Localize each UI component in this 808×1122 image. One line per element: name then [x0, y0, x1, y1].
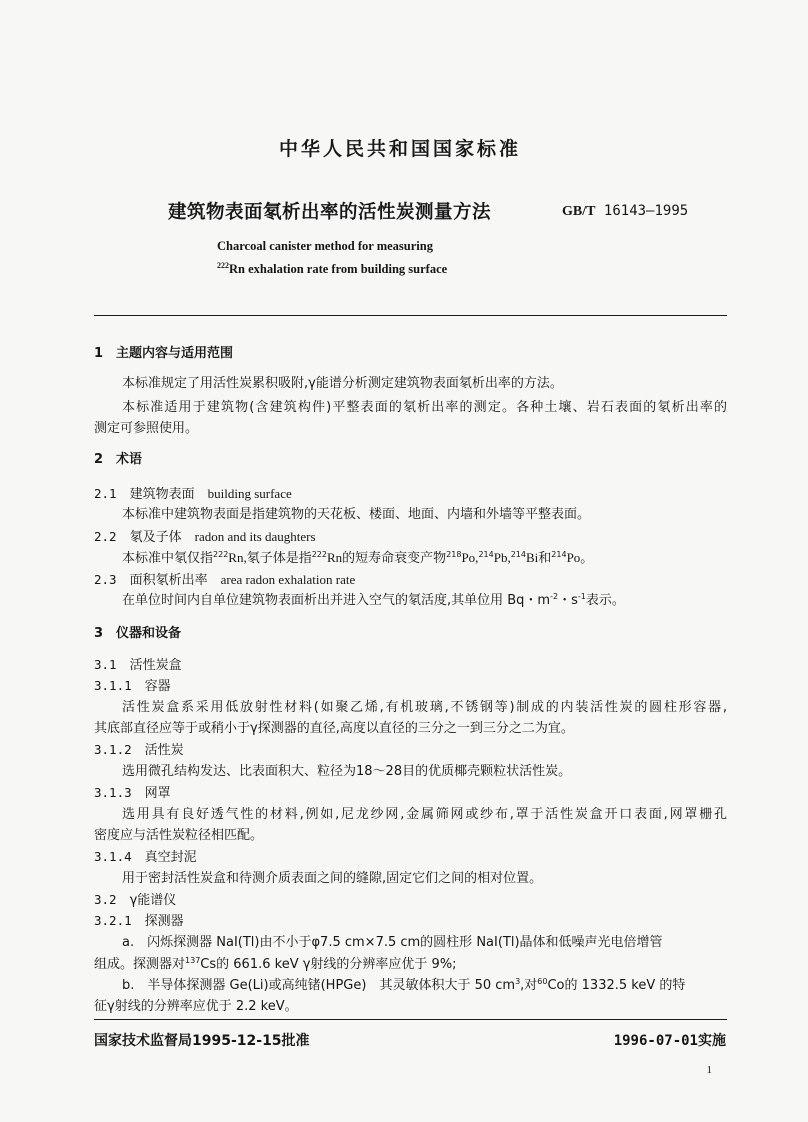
sup: 222	[213, 550, 229, 559]
clause-number: 3.2.1	[94, 913, 132, 928]
sup: 214	[478, 550, 494, 559]
clause-3-1-2	[94, 741, 184, 759]
item-a-line-2	[94, 956, 457, 973]
standard-code: 16143—1995	[603, 203, 689, 219]
clause-title: 探测器	[144, 914, 184, 929]
item-label: b.	[122, 978, 135, 993]
document-title: 建筑物表面氡析出率的活性炭测量方法	[168, 202, 492, 223]
clause-2-1	[94, 485, 292, 503]
clause-number: 2.3	[94, 572, 117, 587]
clause-3-1-1-text-1	[122, 699, 727, 716]
sup: 218	[446, 550, 462, 559]
clause-3-2	[94, 891, 176, 909]
text-part: 在单位时间内自单位建筑物表面析出并进入空气的氡活度,其单位用 Bq・m	[122, 593, 551, 608]
item-label: a.	[122, 935, 135, 950]
text-part: Pb,	[493, 550, 511, 565]
sup: 137	[185, 956, 201, 965]
text-part: Po,	[461, 550, 479, 565]
clause-2-3-text	[122, 592, 625, 609]
text-part: 本标准中氡仅指	[122, 551, 214, 566]
clause-number: 2.1	[94, 486, 117, 501]
section-2-heading: 2 术语	[94, 452, 143, 467]
clause-3-1-4-text: 用于密封活性炭盒和待测介质表面之间的缝隙,固定它们之间的相对位置。	[122, 871, 543, 886]
clause-2-2	[94, 528, 316, 546]
justified-text: 选用具有良好透气性的材料,例如,尼龙纱网,金属筛网或纱布,罩于活性炭盒开口表面,网罩栅孔	[122, 807, 727, 822]
clause-3-1-4	[94, 848, 197, 866]
item-text: 闪烁探测器 NaI(Tl)由不小于φ7.5 cm×7.5 cm的圆柱形 NaI(Tl)晶体和低噪声光电倍增管	[147, 935, 663, 950]
page-number: 1	[706, 1064, 712, 1076]
clause-title: 活性炭	[144, 743, 184, 758]
clause-number: 3.1.4	[94, 849, 132, 864]
item-a-line-1	[122, 934, 663, 951]
clause-2-2-text	[122, 549, 593, 567]
standard-prefix: GB/T	[562, 204, 596, 219]
sup: 3	[515, 977, 521, 986]
clause-number: 3.1.3	[94, 785, 132, 800]
clause-title: 容器	[144, 679, 171, 694]
clause-number: 2.2	[94, 529, 117, 544]
clause-title: 真空封泥	[144, 850, 197, 865]
english-title-line1: Charcoal canister method for measuring	[217, 239, 433, 253]
english-title-line2	[217, 262, 447, 277]
text-part: Rn的短寿命衰变产物	[327, 550, 447, 565]
item-b-line-1	[122, 977, 685, 994]
text-part: Bi和	[525, 550, 552, 565]
clause-2-1-text: 本标准中建筑物表面是指建筑物的天花板、楼面、地面、内墙和外墙等平整表面。	[122, 507, 591, 522]
clause-3-2-1	[94, 912, 184, 930]
approval-date: 国家技术监督局1995-12-15批准	[94, 1033, 310, 1049]
section-3-heading: 3 仪器和设备	[94, 626, 182, 641]
clause-3-1-3	[94, 784, 171, 802]
top-rule	[94, 315, 727, 316]
sup: -1	[577, 592, 586, 601]
sup: 214	[551, 550, 567, 559]
text-part: Co的 1332.5 keV 的特	[547, 978, 686, 993]
clause-number: 3.2	[94, 892, 117, 907]
clause-3-1-3-text-1	[122, 806, 727, 823]
clause-title: 氡及子体	[129, 530, 182, 545]
clause-3-1-2-text: 选用微孔结构发达、比表面积大、粒径为18～28目的优质椰壳颗粒状活性炭。	[122, 764, 572, 779]
text-part: 半导体探测器 Ge(Li)或高纯锗(HPGe) 其灵敏体积大于 50 cm	[147, 978, 516, 993]
clause-title: 面积氡析出率	[129, 573, 208, 588]
clause-en-title: area radon exhalation rate	[220, 572, 356, 587]
section-1-heading: 1 主题内容与适用范围	[94, 346, 234, 361]
clause-3-1-1	[94, 677, 171, 695]
clause-title: γ能谱仪	[129, 893, 177, 908]
clause-title: 活性炭盒	[129, 658, 182, 673]
section-1-para-2a	[122, 399, 727, 416]
sup: 222	[311, 550, 327, 559]
justified-text: 活性炭盒系采用低放射性材料(如聚乙烯,有机玻璃,不锈钢等)制成的内装活性炭的圆柱形容器,	[122, 700, 727, 715]
clause-2-3	[94, 571, 355, 589]
clause-3-1	[94, 656, 182, 674]
standard-number	[562, 203, 688, 220]
clause-title: 建筑物表面	[129, 487, 195, 502]
clause-number: 3.1	[94, 657, 117, 672]
item-b-line-2: 征γ射线的分辨率应优于 2.2 keV。	[94, 999, 298, 1014]
text-part: Cs的 661.6 keV γ射线的分辨率应优于 9%;	[200, 957, 457, 972]
bottom-rule	[94, 1019, 727, 1020]
clause-title: 网罩	[144, 786, 171, 801]
clause-3-1-3-text-2: 密度应与活性炭粒径相匹配。	[94, 828, 264, 843]
clause-number: 3.1.2	[94, 742, 132, 757]
sup: -2	[550, 592, 559, 601]
text-part: ・s	[558, 593, 578, 608]
section-1-para-2b: 测定可参照使用。	[94, 421, 199, 436]
implementation-date: 1996-07-01实施	[613, 1033, 726, 1049]
section-1-para-1: 本标准规定了用活性炭累积吸附,γ能谱分析测定建筑物表面氡析出率的方法。	[122, 376, 563, 391]
english-title-line2-text: Rn exhalation rate from building surface	[229, 262, 448, 276]
text-part: 表示。	[585, 593, 625, 608]
text-part: 组成。探测器对	[94, 957, 186, 972]
clause-en-title: radon and its daughters	[194, 529, 316, 544]
clause-3-1-1-text-2: 其底部直径应等于或稍小于γ探测器的直径,高度以直径的三分之一到三分之二为宜。	[94, 721, 574, 736]
text-part: Po。	[566, 550, 594, 565]
section-1-para-2a-text: 本标准适用于建筑物(含建筑构件)平整表面的氡析出率的测定。各种土壤、岩石表面的氡析出率的	[122, 400, 727, 415]
text-part: ,对	[520, 978, 538, 993]
sup-222: 222	[217, 261, 229, 270]
text-part: Rn,氡子体是指	[228, 550, 312, 565]
clause-en-title: building surface	[207, 486, 292, 501]
clause-number: 3.1.1	[94, 678, 132, 693]
sup: 214	[510, 550, 526, 559]
sup: 60	[537, 977, 548, 986]
national-standard-heading: 中华人民共和国国家标准	[278, 138, 521, 160]
